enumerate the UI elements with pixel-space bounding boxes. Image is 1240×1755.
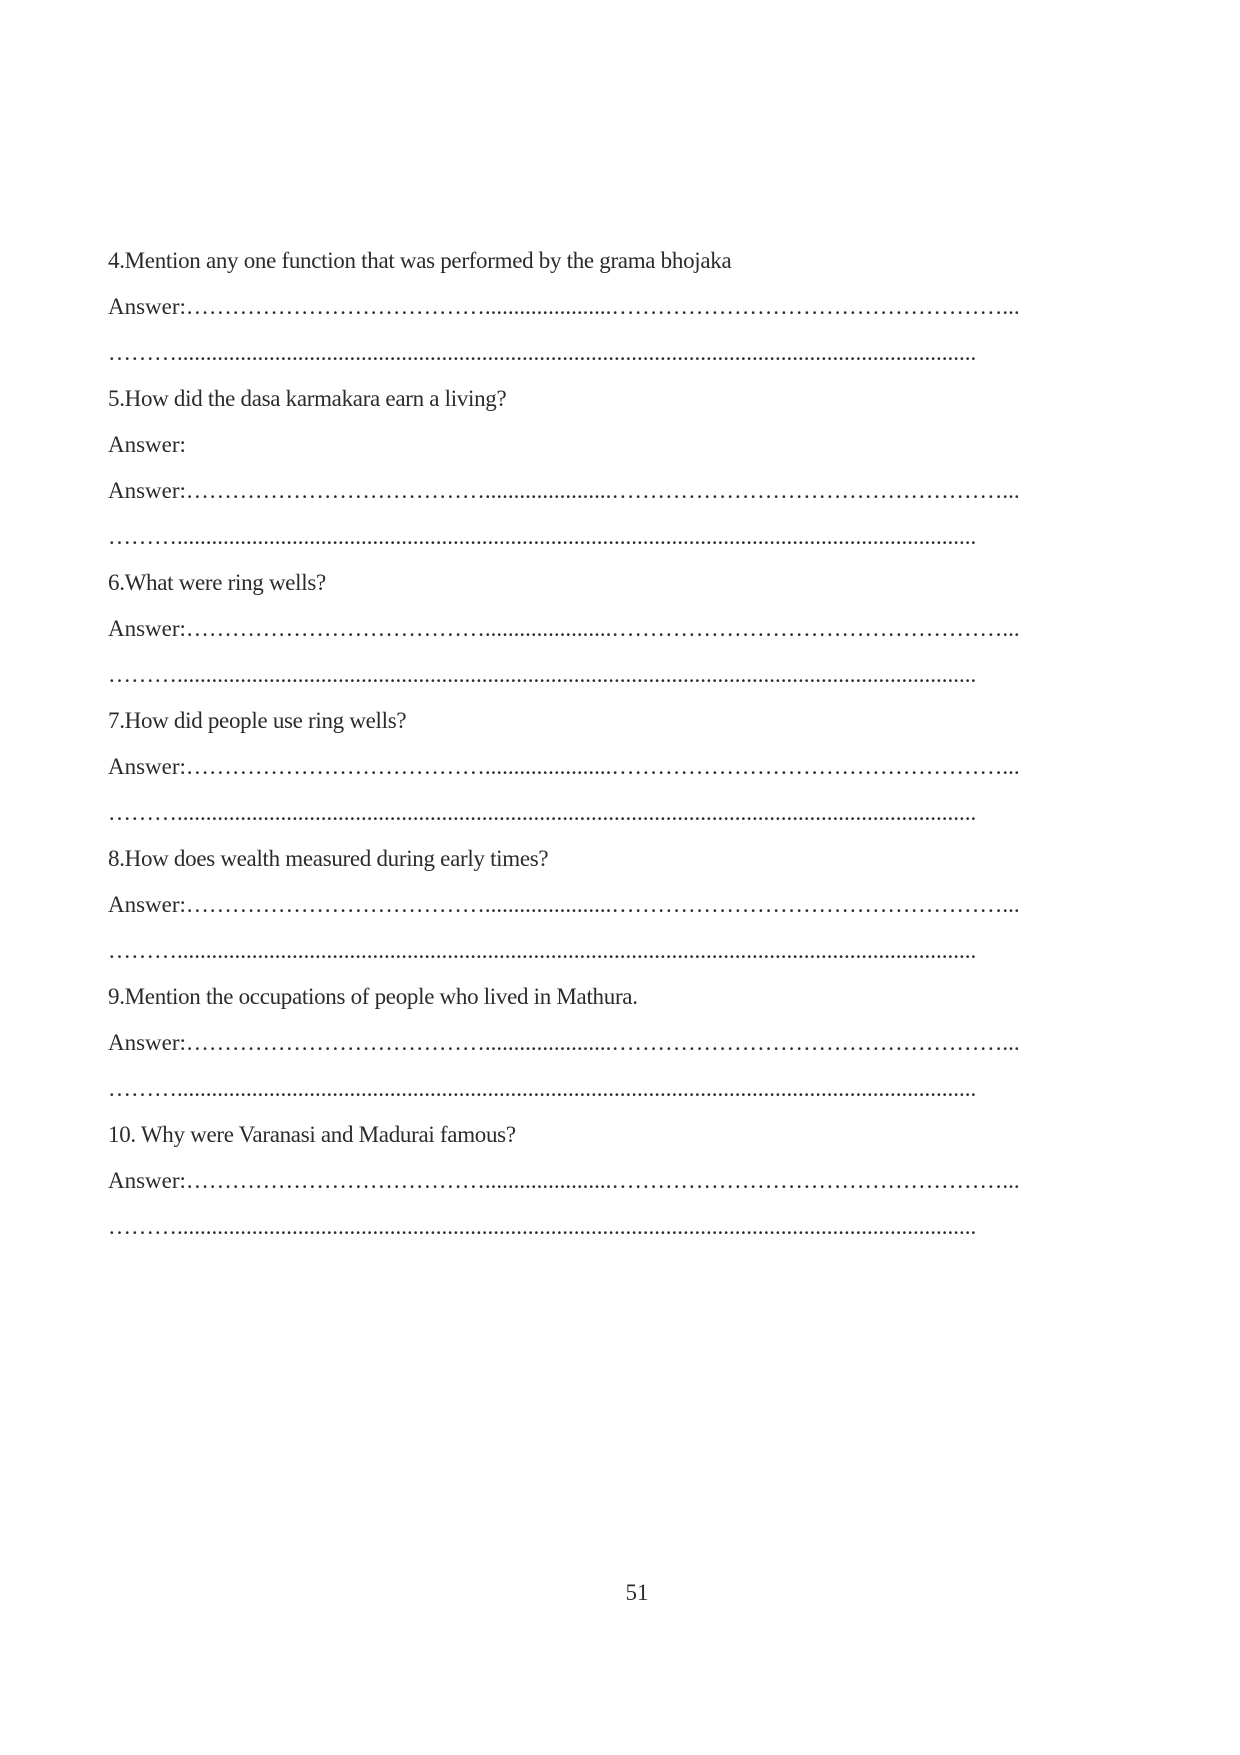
answer-line-8-1: Answer:…………………………………......................……………………………………………... bbox=[108, 892, 1020, 917]
question-8: 8.How does wealth measured during early times? bbox=[108, 846, 549, 871]
answer-line-10-1: Answer:…………………………………......................……………………………………………... bbox=[108, 1168, 1020, 1193]
question-4: 4.Mention any one function that was performed by the grama bhojaka bbox=[108, 248, 732, 273]
answer-line-8-2: ………........................................................................................................................................... bbox=[108, 938, 977, 963]
question-10: 10. Why were Varanasi and Madurai famous? bbox=[108, 1122, 516, 1147]
answer-line-6-1: Answer:…………………………………......................……………………………………………... bbox=[108, 616, 1020, 641]
question-5: 5.How did the dasa karmakara earn a living? bbox=[108, 386, 507, 411]
question-6: 6.What were ring wells? bbox=[108, 570, 326, 595]
answer-line-4-1: Answer:…………………………………......................……………………………………………... bbox=[108, 294, 1020, 319]
question-list bbox=[108, 246, 1098, 1258]
answer-line-7-1: Answer:…………………………………......................……………………………………………... bbox=[108, 754, 1020, 779]
page-number: 51 bbox=[625, 1580, 649, 1605]
answer-line-9-1: Answer:…………………………………......................……………………………………………... bbox=[108, 1030, 1020, 1055]
question-9: 9.Mention the occupations of people who lived in Mathura. bbox=[108, 984, 638, 1009]
answer-line-5-3: ………........................................................................................................................................... bbox=[108, 524, 977, 549]
answer-line-5-1: Answer: bbox=[108, 432, 186, 457]
answer-line-4-2: ………........................................................................................................................................... bbox=[108, 340, 977, 365]
answer-line-10-2: ………........................................................................................................................................... bbox=[108, 1214, 977, 1239]
answer-line-5-2: Answer:…………………………………......................……………………………………………... bbox=[108, 478, 1020, 503]
question-7: 7.How did people use ring wells? bbox=[108, 708, 407, 733]
answer-line-9-2: ………........................................................................................................................................... bbox=[108, 1076, 977, 1101]
answer-line-7-2: ………........................................................................................................................................... bbox=[108, 800, 977, 825]
answer-line-6-2: ………........................................................................................................................................... bbox=[108, 662, 977, 687]
